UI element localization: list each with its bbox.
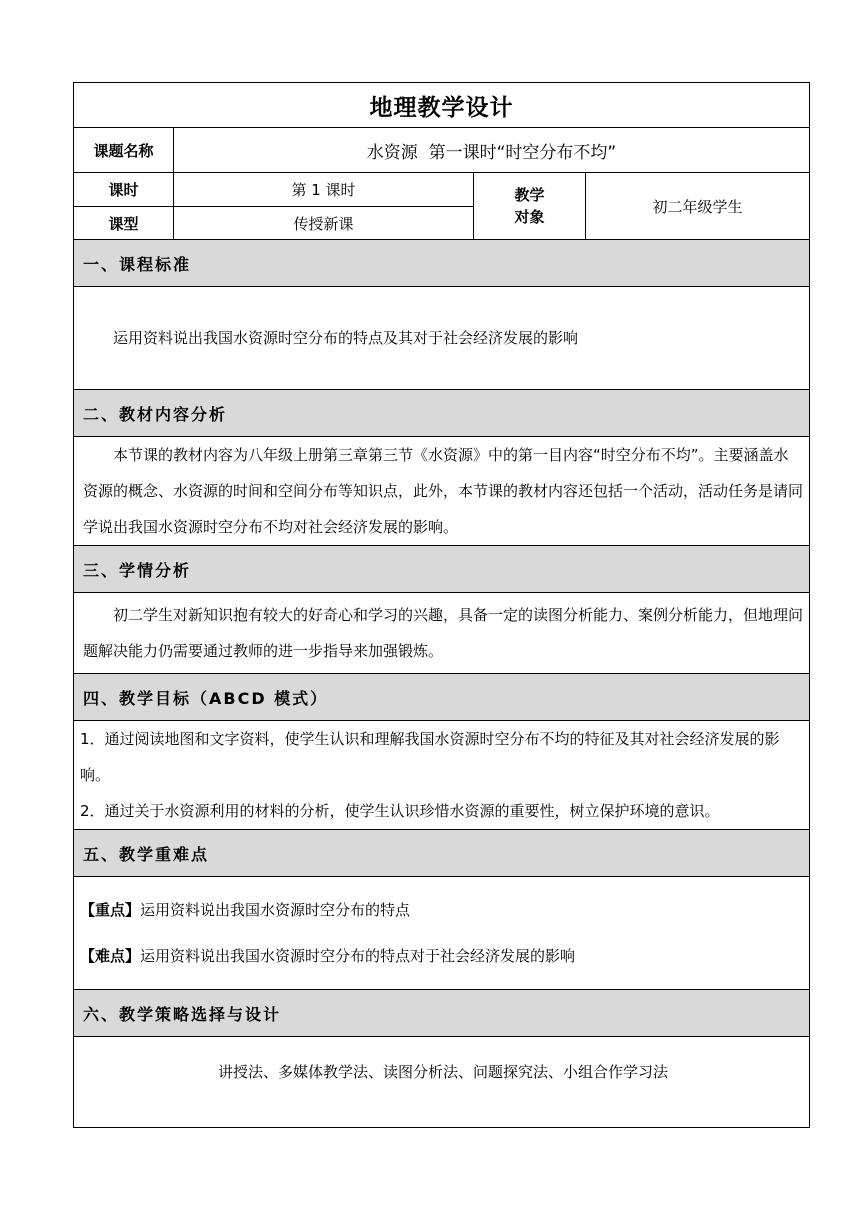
section-body-learner-analysis (74, 593, 810, 674)
teaching-strategy-text: 讲授法、多媒体教学法、读图分析法、问题探究法、小组合作学习法 (217, 1063, 668, 1081)
section-heading-curriculum-standard: 一、课程标准 (74, 240, 810, 287)
audience-value: 初二年级学生 (586, 173, 810, 240)
section-body-teaching-objectives (74, 721, 810, 830)
type-label: 课型 (74, 207, 174, 240)
document-title: 地理教学设计 (74, 83, 810, 128)
difficult-point-line (80, 933, 803, 979)
section-heading-key-difficult-points: 五、教学重难点 (74, 830, 810, 877)
topic-value: 水资源 第一课时“时空分布不均” (174, 128, 810, 173)
objective-item: 2．通过关于水资源利用的材料的分析，使学生认识珍惜水资源的重要性，树立保护环境的意识。 (80, 802, 720, 820)
type-value: 传授新课 (174, 207, 474, 240)
section-body-textbook-analysis (74, 437, 810, 546)
section-heading-teaching-objectives: 四、教学目标（ABCD 模式） (74, 674, 810, 721)
objective-item: 1．通过阅读地图和文字资料，使学生认识和理解我国水资源时空分布不均的特征及其对社会经济发展的影响。 (80, 730, 780, 784)
section-heading-teaching-strategy: 六、教学策略选择与设计 (74, 990, 810, 1037)
section-body-teaching-strategy (74, 1037, 810, 1128)
key-point-label: 【重点】 (80, 901, 141, 919)
section-body-key-difficult-points (74, 877, 810, 990)
section-heading-learner-analysis: 三、学情分析 (74, 546, 810, 593)
audience-label (474, 173, 586, 240)
period-label: 课时 (74, 173, 174, 207)
difficult-point-text: 运用资料说出我国水资源时空分布的特点对于社会经济发展的影响 (140, 947, 576, 965)
textbook-analysis-text: 本节课的教材内容为八年级上册第三章第三节《水资源》中的第一目内容“时空分布不均”。主要涵盖水资源的概念、水资源的时间和空间分布等知识点，此外，本节课的教材内容还包括一个活动，活动任务是请同学说出我国水资源时空分布不均对社会经济发展的影响。 (83, 446, 804, 536)
audience-label-text: 教学对象 (514, 186, 545, 226)
section-body-curriculum-standard (74, 287, 810, 390)
section-heading-textbook-analysis: 二、教材内容分析 (74, 390, 810, 437)
period-value: 第 1 课时 (174, 173, 474, 207)
learner-analysis-text: 初二学生对新知识抱有较大的好奇心和学习的兴趣，具备一定的读图分析能力、案例分析能力，但地理问题解决能力仍需要通过教师的进一步指导来加强锻炼。 (83, 606, 804, 660)
topic-label: 课题名称 (74, 128, 174, 173)
curriculum-standard-text: 运用资料说出我国水资源时空分布的特点及其对于社会经济发展的影响 (113, 329, 579, 347)
lesson-plan-table (73, 82, 810, 1128)
difficult-point-label: 【难点】 (80, 947, 141, 965)
key-point-text: 运用资料说出我国水资源时空分布的特点 (140, 901, 411, 919)
key-point-line (80, 887, 803, 933)
